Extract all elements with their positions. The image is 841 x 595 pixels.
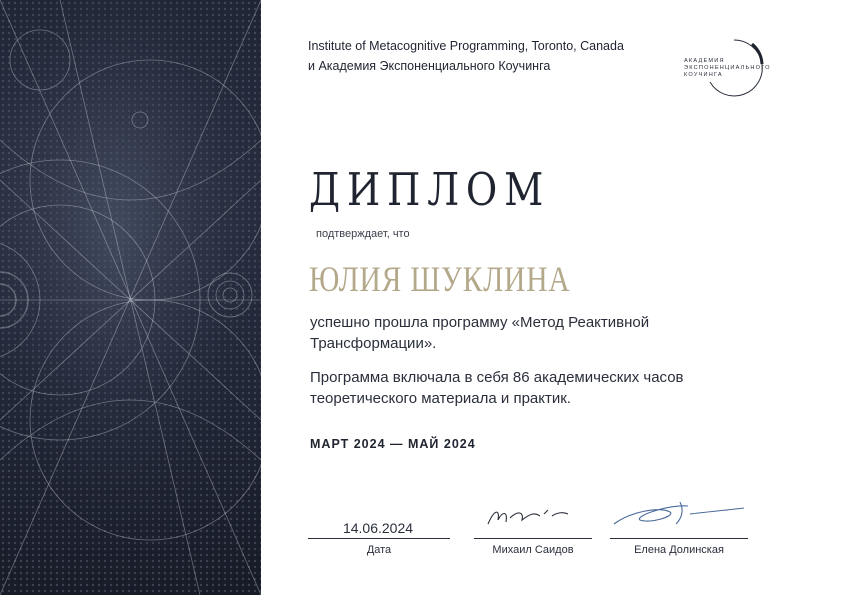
logo-text-line-2: ЭКСПОНЕНЦИАЛЬНОГО	[684, 65, 771, 71]
date-value: 14.06.2024	[342, 520, 414, 536]
signature-block-1	[474, 520, 592, 556]
program-period: МАРТ 2024 — МАЙ 2024	[310, 437, 476, 451]
signature-line-1	[474, 538, 592, 539]
decorative-panel	[0, 0, 261, 595]
logo-text-line-1: АКАДЕМИЯ	[684, 58, 725, 64]
logo-text	[684, 58, 771, 79]
academy-logo	[680, 36, 790, 100]
signature-block-2	[610, 520, 748, 556]
date-block	[308, 520, 450, 556]
institution-header	[308, 36, 624, 76]
sacred-geometry-pattern	[0, 0, 261, 595]
signature-line-2	[610, 538, 748, 539]
logo-text-line-3: КОУЧИНГА	[684, 72, 723, 78]
institution-line-2: и Академия Экспоненциального Коучинга	[308, 59, 551, 73]
signer-name-1: Михаил Саидов	[492, 544, 574, 556]
signer-name-2: Елена Долинская	[634, 544, 724, 556]
document-title: ДИПЛОМ	[309, 163, 551, 216]
recipient-name: ЮЛИЯ ШУКЛИНА	[309, 259, 571, 299]
date-caption: Дата	[366, 544, 392, 556]
institution-line-1: Institute of Metacognitive Programming, Toronto, Canada	[308, 39, 624, 53]
handwritten-signature-1	[474, 506, 592, 526]
date-line	[308, 538, 450, 539]
handwritten-signature-2	[610, 502, 748, 526]
confirms-text: подтверждает, что	[316, 228, 410, 240]
completion-statement: успешно прошла программу «Метод Реактивной Трансформации».	[310, 314, 650, 352]
program-hours: Программа включала в себя 86 академических часов теоретического материала и практик.	[310, 369, 684, 407]
